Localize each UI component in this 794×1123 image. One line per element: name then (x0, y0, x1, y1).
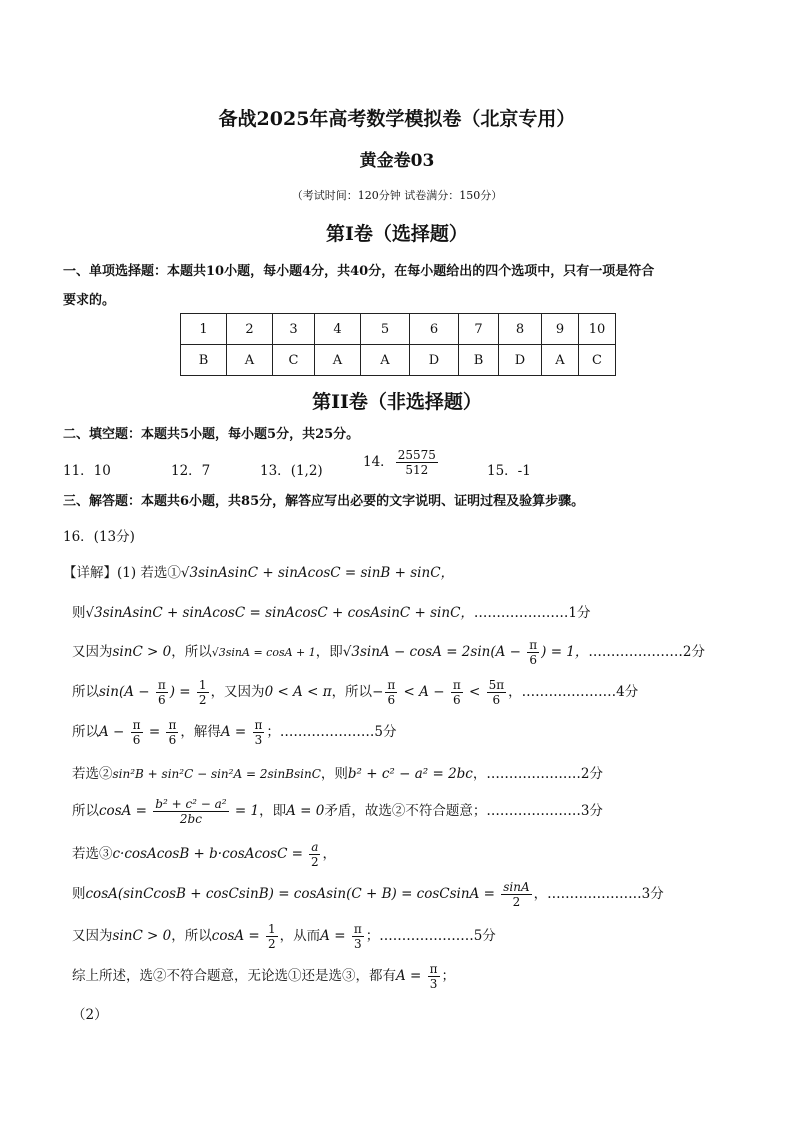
solution-line-11 (72, 962, 455, 991)
solution-math: cosA = (211, 928, 265, 944)
fraction-pi-6 (385, 678, 397, 707)
score-marker: ，…………………4分 (508, 684, 639, 700)
solution-text: ； (441, 968, 456, 984)
solution-line-10 (72, 922, 496, 951)
part1-instruction-line2: 要求的。 (63, 293, 116, 308)
solution-text: ，即 (259, 803, 287, 819)
fraction-a-2 (309, 840, 320, 869)
answer-number-cell: 3 (273, 314, 315, 345)
answer-cell: D (410, 345, 459, 376)
solution-line-7 (72, 797, 603, 826)
answer-q14 (363, 448, 440, 477)
fraction-denominator: 6 (157, 693, 166, 707)
solution-math: < A − (399, 684, 449, 700)
solution-math: = (144, 724, 165, 740)
fraction-denominator: 3 (429, 977, 438, 991)
answer-q12: 12．7 (171, 463, 211, 479)
answer-number-cell: 4 (315, 314, 361, 345)
fraction-numerator: π (529, 638, 538, 652)
fraction-numerator: π (353, 922, 362, 936)
fraction-cosine-law (153, 797, 228, 826)
answer-q13 (260, 459, 323, 479)
fraction-denominator: 2 (268, 937, 276, 951)
fraction-denominator: 512 (405, 463, 429, 477)
fraction-pi-3 (352, 922, 364, 951)
fraction-denominator: 6 (132, 733, 141, 747)
solution-text: 【详解】(1) 若选① (63, 565, 181, 581)
fraction-pi-6 (451, 678, 463, 707)
solution-math: A = (320, 928, 350, 944)
answer-number-cell: 5 (361, 314, 410, 345)
answer-q14-label: 14． (363, 454, 394, 470)
fraction-numerator: π (429, 962, 438, 976)
answer-number-cell: 10 (579, 314, 616, 345)
solution-math: A = 0 (286, 803, 325, 819)
answer-table-answer-row (181, 345, 616, 376)
score-marker: ，…………………2分 (472, 766, 603, 782)
solution-math: c·cosAcosB + b·cosAcosC = (112, 846, 308, 862)
solution-math: = 1 (230, 803, 260, 819)
solution-math: 0 < A < π (264, 684, 332, 700)
solution-text: 所以 (72, 803, 99, 819)
solution-math: cosA = (99, 803, 152, 819)
answer-table-number-row (181, 314, 616, 345)
solution-text: ，所以 (171, 644, 212, 660)
page-title: 备战2025年高考数学模拟卷（北京专用） (218, 108, 576, 130)
solve-instruction: 三、解答题：本题共6小题，共85分，解答应写出必要的文字说明、证明过程及验算步骤。 (63, 494, 585, 509)
fraction-numerator: π (157, 678, 166, 692)
fraction-pi-6 (156, 678, 168, 707)
solution-text: ，即 (315, 644, 343, 660)
fraction-numerator: a (311, 840, 319, 854)
fraction-denominator: 2 (311, 855, 319, 869)
fraction-pi-6 (527, 638, 539, 667)
solution-math: < (464, 684, 485, 700)
solution-line-6 (72, 762, 603, 782)
score-marker: …………………1分 (473, 605, 591, 621)
solution-math: sin(A − (99, 684, 154, 700)
fraction-numerator: sinA (503, 880, 530, 894)
fraction-numerator: π (168, 718, 177, 732)
solution-math: sinC > 0 (112, 928, 172, 944)
answer-cell: A (315, 345, 361, 376)
fraction-denominator: 2bc (179, 812, 202, 826)
answer-number-cell: 6 (410, 314, 459, 345)
solution-text: ，从而 (279, 928, 321, 944)
solution-text: 若选③ (72, 846, 113, 862)
fraction-denominator: 2 (512, 895, 521, 909)
solution-text: 又因为 (72, 928, 113, 944)
fraction-pi-6 (131, 718, 143, 747)
answer-cell: A (227, 345, 273, 376)
answer-q15: 15．-1 (487, 463, 531, 479)
solution-text: 所以 (72, 724, 99, 740)
solution-math: b² + c² − a² = 2bc (347, 766, 473, 782)
solution-text: ，解得 (180, 724, 221, 740)
answer-cell: C (579, 345, 616, 376)
solution-text: ，又因为 (210, 684, 265, 700)
answer-number-cell: 7 (459, 314, 499, 345)
score-marker: …………………2分 (588, 644, 705, 660)
solution-part-2-label: （2） (72, 1007, 108, 1023)
fraction-pi-3 (253, 718, 265, 747)
fraction-numerator: 1 (268, 922, 276, 936)
answer-cell: C (273, 345, 315, 376)
answer-number-cell: 2 (227, 314, 273, 345)
solution-text: 则 (72, 886, 86, 902)
part2-heading: 第II卷（非选择题） (312, 391, 482, 413)
fraction-numerator: 5π (488, 678, 505, 692)
solution-math: √3sinAsinC + sinAcosC = sinAcosC + cosAsinC + sinC， (85, 605, 474, 621)
answer-cell: B (181, 345, 227, 376)
solution-line-5 (72, 718, 396, 747)
fraction-denominator: 3 (254, 733, 263, 747)
fraction-denominator: 6 (168, 733, 177, 747)
solution-line-9 (72, 880, 664, 909)
solution-line-3 (72, 638, 705, 667)
exam-info: （考试时间：120分钟 试卷满分：150分） (291, 189, 503, 202)
answer-number-cell: 9 (542, 314, 579, 345)
score-marker: ，…………………3分 (533, 886, 664, 902)
fill-instruction: 二、填空题：本题共5小题，每小题5分，共25分。 (63, 427, 360, 442)
solution-math: A = (396, 968, 426, 984)
fraction-numerator: 1 (198, 678, 207, 692)
answer-cell: A (542, 345, 579, 376)
solution-math: sin²B + sin²C − sin²A = 2sinBsinC (112, 767, 321, 781)
solution-text: 综上所述，选②不符合题意，无论选①还是选③，都有 (72, 968, 396, 984)
answer-number-cell: 8 (499, 314, 542, 345)
fraction-denominator: 3 (353, 937, 362, 951)
fraction-denominator: 6 (492, 693, 501, 707)
fraction-numerator: π (387, 678, 396, 692)
fraction-denominator: 2 (198, 693, 207, 707)
fraction-pi-3 (428, 962, 440, 991)
solution-line-4 (72, 678, 638, 707)
fraction-sinA-2 (501, 880, 531, 909)
answer-q13-label: 13． (260, 463, 291, 479)
part1-instruction-line1: 一、单项选择题：本题共10小题，每小题4分，共40分，在每小题给出的四个选项中，只有一项是符合 (63, 264, 655, 279)
answer-q13-value: (1,2) (290, 463, 323, 479)
fraction-numerator: b² + c² − a² (155, 797, 227, 811)
fraction-denominator: 6 (452, 693, 461, 707)
fraction-1-2 (197, 678, 209, 707)
solution-text: 矛盾，故选②不符合题意； (324, 803, 487, 819)
solution-math: ) = 1， (541, 644, 589, 660)
answer-cell: D (499, 345, 542, 376)
fraction-pi-6 (166, 718, 178, 747)
answer-table (180, 313, 616, 376)
score-marker: …………………3分 (486, 803, 603, 819)
page-subtitle: 黄金卷03 (359, 151, 435, 171)
solution-math: A = (220, 724, 251, 740)
fraction-denominator: 6 (387, 693, 396, 707)
solution-line-8 (72, 840, 336, 869)
fraction-numerator: π (254, 718, 263, 732)
fraction-denominator: 6 (529, 653, 538, 667)
solution-text: ，则 (320, 766, 348, 782)
answer-q11: 11．10 (63, 463, 111, 479)
solution-text: 则 (72, 605, 86, 621)
answer-number-cell: 1 (181, 314, 227, 345)
q16-header: 16．(13分) (63, 529, 135, 545)
fraction-numerator: 25575 (397, 448, 436, 462)
solution-math: √3sinA = cosA + 1 (211, 646, 316, 659)
fraction-numerator: π (132, 718, 141, 732)
answer-cell: B (459, 345, 499, 376)
solution-math: − (372, 684, 384, 700)
solution-math: ) = (169, 684, 195, 700)
solution-math: sinC > 0 (112, 644, 172, 660)
solution-text: ，所以 (331, 684, 373, 700)
part1-heading: 第I卷（选择题） (326, 223, 468, 245)
solution-line-2 (72, 601, 591, 621)
fraction-5pi-6 (487, 678, 507, 707)
solution-line-1 (63, 561, 454, 581)
solution-text: ，所以 (171, 928, 212, 944)
solution-text: ， (322, 846, 336, 862)
answer-cell: A (361, 345, 410, 376)
solution-math: √3sinA − cosA = 2sin(A − (342, 644, 526, 660)
solution-math: A − (99, 724, 129, 740)
solution-math: cosA(sinCcosB + cosCsinB) = cosAsin(C + B) = cosCsinA = (85, 886, 500, 902)
answer-q14-fraction (396, 448, 438, 477)
score-marker: ；…………………5分 (266, 724, 397, 740)
solution-text: 所以 (72, 684, 99, 700)
score-marker: ；…………………5分 (365, 928, 496, 944)
solution-text: 若选② (72, 766, 113, 782)
solution-math: √3sinAsinC + sinAcosC = sinB + sinC， (180, 565, 455, 581)
fraction-numerator: π (452, 678, 461, 692)
fraction-1-2 (266, 922, 278, 951)
solution-text: 又因为 (72, 644, 113, 660)
